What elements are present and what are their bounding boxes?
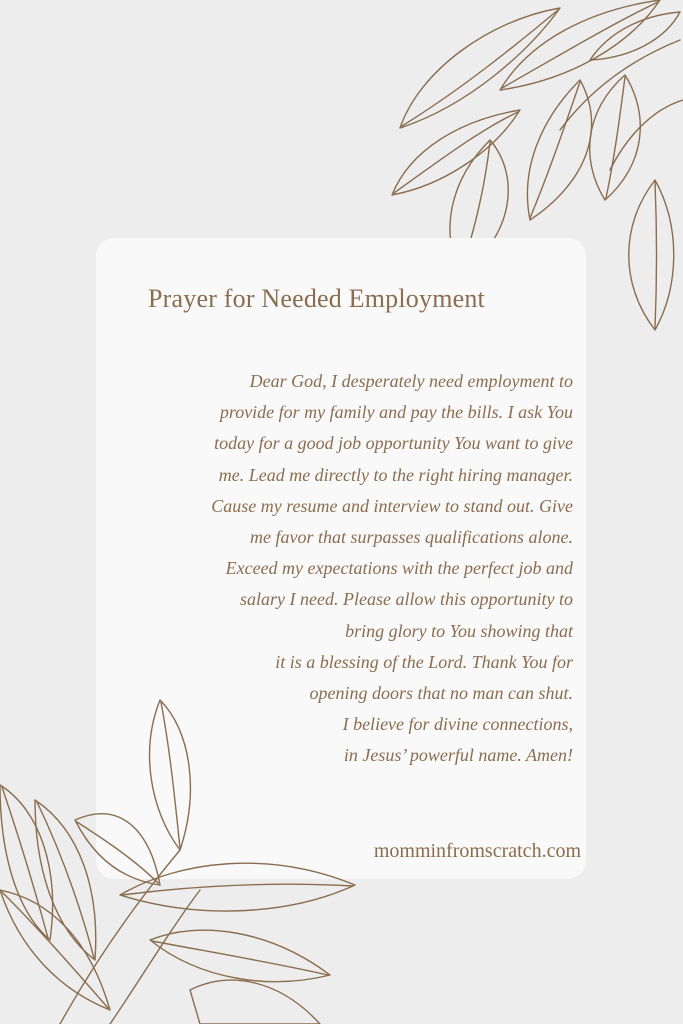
leaf-vein <box>122 884 353 895</box>
website-url: momminfromscratch.com <box>373 840 581 862</box>
prayer-line: in Jesus’ powerful name. Amen! <box>343 745 573 766</box>
leaf-outline <box>527 80 591 220</box>
leaf-outline <box>500 0 660 90</box>
prayer-line: salary I need. Please allow this opportunity to <box>240 589 573 610</box>
stem <box>610 100 683 170</box>
leaf-vein <box>2 787 48 938</box>
leaf-vein <box>606 77 625 198</box>
prayer-line: Cause my resume and interview to stand out. Give <box>211 495 573 516</box>
prayer-line: opening doors that no man can shut. <box>309 683 573 704</box>
leaf-outline <box>590 12 680 60</box>
prayer-line: it is a blessing of the Lord. Thank You for <box>275 651 573 672</box>
leaf-outline <box>400 8 560 128</box>
leaf-outline <box>629 180 674 330</box>
prayer-line: bring glory to You showing that <box>345 620 573 641</box>
leaf-outline <box>392 110 520 195</box>
leaf-vein <box>655 182 657 328</box>
leaf-vein <box>2 892 108 1008</box>
stem <box>110 890 200 1024</box>
prayer-line: me. Lead me directly to the right hiring manager. <box>218 464 573 485</box>
leaf-vein <box>502 2 658 88</box>
prayer-title: Prayer for Needed Employment <box>148 284 485 313</box>
prayer-text <box>211 366 573 772</box>
leaf-vein <box>37 802 94 958</box>
leaf-outline <box>150 930 330 981</box>
prayer-line: Dear God, I desperately need employment to <box>249 371 573 391</box>
prayer-line: Exceed my expectations with the perfect job and <box>225 558 573 579</box>
leaf-vein <box>402 10 558 126</box>
leaf-vein <box>152 941 328 975</box>
prayer-line: provide for my family and pay the bills. I ask You <box>219 402 573 423</box>
leaf-outline <box>35 800 96 960</box>
leaf-vein <box>394 112 518 193</box>
prayer-card <box>96 238 586 879</box>
leaf-outline <box>0 890 110 1010</box>
stem <box>560 40 680 130</box>
leaf-outline <box>190 980 320 1024</box>
leaf-vein <box>530 82 580 218</box>
leaf-outline <box>0 785 53 940</box>
prayer-line: me favor that surpasses qualifications alone. <box>250 527 573 548</box>
leaf-outline <box>590 75 641 200</box>
prayer-line: I believe for divine connections, <box>342 714 573 735</box>
prayer-line: today for a good job opportunity You want to give <box>214 433 573 454</box>
